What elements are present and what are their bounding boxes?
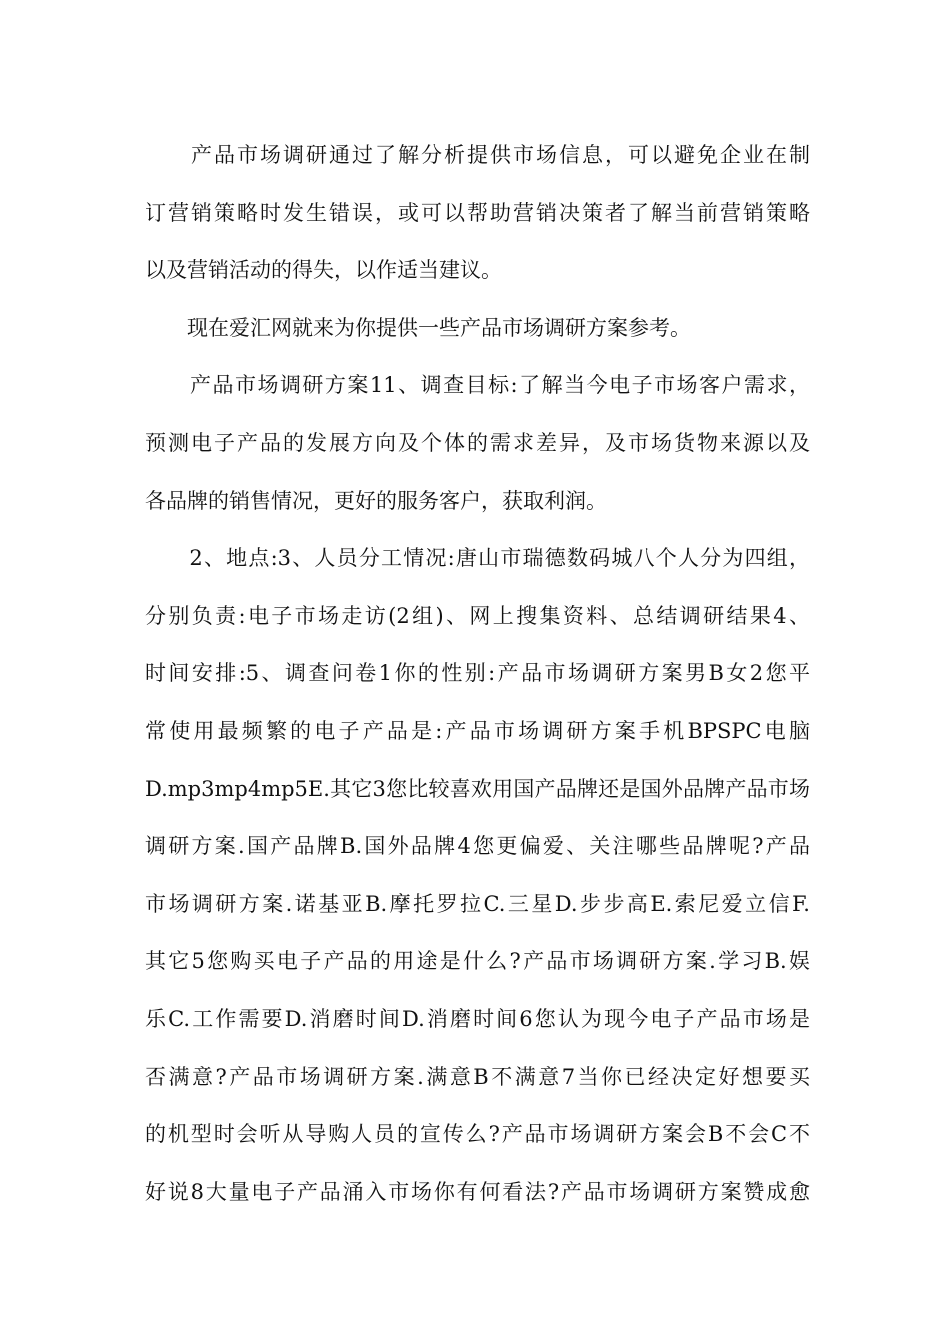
text-line: 产品市场调研方案11、调查目标:了解当今电子市场客户需求， [145, 373, 810, 398]
text-line: 否满意?产品市场调研方案.满意B不满意7当你已经决定好想要买 [145, 1064, 810, 1089]
text-line: 时间安排:5、调查问卷1你的性别:产品市场调研方案男B女2您平 [145, 661, 810, 686]
text-line: 2、地点:3、人员分工情况:唐山市瑞德数码城八个人分为四组， [145, 546, 810, 571]
text-line: 市场调研方案.诺基亚B.摩托罗拉C.三星D.步步高E.索尼爱立信F. [145, 891, 810, 916]
text-line: 乐C.工作需要D.消磨时间D.消磨时间6您认为现今电子产品市场是 [145, 1006, 810, 1031]
text-line: 各品牌的销售情况，更好的服务客户，获取利润。 [145, 488, 607, 513]
paragraph-offer [145, 300, 810, 358]
paragraph-intro [145, 127, 810, 300]
text-line: 其它5您购买电子产品的用途是什么?产品市场调研方案.学习B.娱 [145, 949, 810, 974]
text-line: 订营销策略时发生错误，或可以帮助营销决策者了解当前营销策略 [145, 200, 810, 225]
text-line: 产品市场调研通过了解分析提供市场信息，可以避免企业在制 [145, 143, 810, 167]
text-line: 好说8大量电子产品涌入市场你有何看法?产品市场调研方案赞成愈 [145, 1179, 810, 1204]
text-line: D.mp3mp4mp5E.其它3您比较喜欢用国产品牌还是国外品牌产品市场 [145, 776, 810, 801]
paragraph-plan-goal [145, 357, 810, 530]
document-body [145, 127, 810, 1221]
text-line: 分别负责:电子市场走访(2组)、网上搜集资料、总结调研结果4、 [145, 603, 810, 628]
text-line: 常使用最频繁的电子产品是:产品市场调研方案手机BPSPC电脑 [145, 718, 810, 743]
text-line: 调研方案.国产品牌B.国外品牌4您更偏爱、关注哪些品牌呢?产品 [145, 834, 810, 859]
text-line: 的机型时会听从导购人员的宣传么?产品市场调研方案会B不会C不 [145, 1122, 810, 1147]
text-line: 现在爱汇网就来为你提供一些产品市场调研方案参考。 [145, 315, 691, 340]
text-line: 预测电子产品的发展方向及个体的需求差异，及市场货物来源以及 [145, 430, 810, 455]
paragraph-plan-details [145, 530, 810, 1221]
text-line: 以及营销活动的得失，以作适当建议。 [145, 258, 502, 283]
